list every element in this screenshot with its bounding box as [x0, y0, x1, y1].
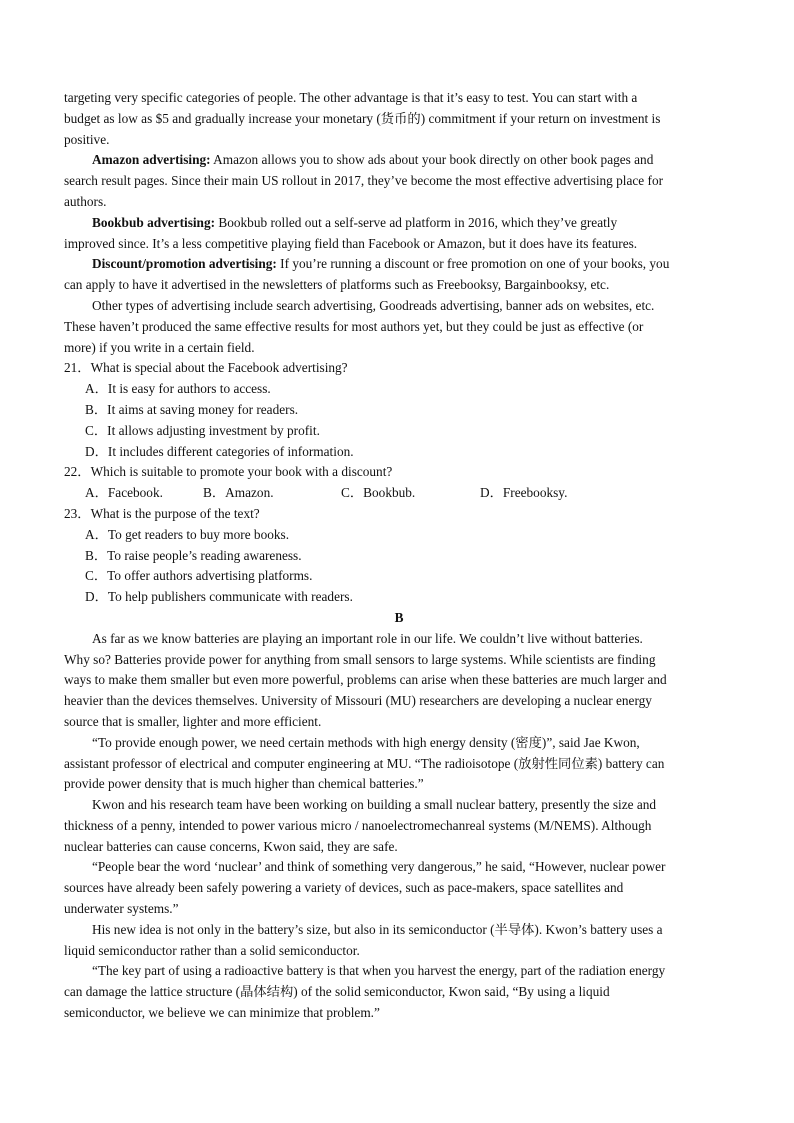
option-c: C．Bookbub.: [341, 485, 416, 501]
passage-b-paragraph-6: [64, 961, 734, 1023]
text-line: authors.: [64, 193, 107, 209]
bookbub-heading: Bookbub advertising:: [92, 214, 216, 230]
option-b: B．Amazon.: [203, 485, 274, 501]
text-line: “To provide enough power, we need certain methods with high energy density (密度)”, said Jae Kwon,: [92, 734, 640, 750]
question-stem: 23．What is the purpose of the text?: [64, 505, 260, 521]
passage-b-paragraph-3: [64, 795, 734, 857]
passage-a-intro: [64, 88, 734, 150]
text-span: If you’re running a discount or free promotion on one of your books, you: [276, 256, 670, 272]
text-line: liquid semiconductor rather than a solid semiconductor.: [64, 942, 360, 958]
text-line: “The key part of using a radioactive battery is that when you harvest the energy, part of the radiation energy: [92, 963, 666, 979]
option-d: D．It includes different categories of information.: [85, 443, 354, 459]
text-line: source that is smaller, lighter and more efficient.: [64, 713, 322, 729]
text-line: can apply to have it advertised in the newsletters of platforms such as Freebooksy, Bargainbooksy, etc.: [64, 277, 610, 293]
text-line: semiconductor, we believe we can minimize that problem.”: [64, 1005, 380, 1021]
question-21: [64, 358, 734, 462]
text-line: budget as low as $5 and gradually increase your monetary (货币的) commitment if your return on investment is: [64, 110, 661, 126]
passage-b-paragraph-2: [64, 733, 734, 795]
text-line: underwater systems.”: [64, 901, 179, 917]
text-span: Bookbub rolled out a self-serve ad platform in 2016, which they’ve greatly: [215, 214, 618, 230]
amazon-heading: Amazon advertising:: [92, 152, 211, 168]
option-a: A．Facebook.: [85, 485, 163, 501]
text-line: can damage the lattice structure (晶体结构) of the solid semiconductor, Kwon said, “By using a liquid: [64, 984, 610, 1000]
text-line: ways to make them smaller but even more powerful, problems can arise when these batteries are much larger and: [64, 672, 667, 688]
question-23: [64, 504, 734, 608]
amazon-paragraph: [64, 150, 734, 212]
text-line: assistant professor of electrical and computer engineering at MU. “The radioisotope (放射性同位素) battery can: [64, 755, 665, 771]
text-line: His new idea is not only in the battery’s size, but also in its semiconductor (半导体). Kwon’s battery uses a: [92, 921, 663, 937]
text-line: targeting very specific categories of people. The other advantage is that it’s easy to test. You can start with a: [64, 90, 638, 105]
passage-b-paragraph-1: [64, 629, 734, 733]
option-a: A．To get readers to buy more books.: [85, 526, 290, 542]
option-a: A．It is easy for authors to access.: [85, 381, 271, 397]
text-line: thickness of a penny, intended to power various micro / nanoelectromechanreal systems (M/NEMS). Although: [64, 817, 652, 833]
text-line: [64, 150, 734, 171]
document-page: [64, 88, 734, 1024]
passage-b-paragraph-4: [64, 857, 734, 919]
passage-b-paragraph-5: [64, 920, 734, 962]
text-line: sources have already been safely powering a variety of devices, such as pace-makers, space satellites and: [64, 880, 624, 896]
text-line: provide power density that is much higher than chemical batteries.”: [64, 776, 424, 792]
question-stem: 22．Which is suitable to promote your book with a discount?: [64, 464, 393, 480]
option-c: C．It allows adjusting investment by profit.: [85, 422, 320, 438]
text-line: These haven’t produced the same effective results for most authors yet, but they could be just as effective (or: [64, 318, 644, 334]
question-stem: 21．What is special about the Facebook advertising?: [64, 360, 348, 376]
option-c: C．To offer authors advertising platforms.: [85, 568, 313, 584]
text-line: “People bear the word ‘nuclear’ and think of something very dangerous,” he said, “However, nuclear power: [92, 859, 666, 875]
discount-paragraph: [64, 254, 734, 296]
option-d: D．Freebooksy.: [480, 485, 568, 501]
option-b: B．To raise people’s reading awareness.: [85, 547, 302, 563]
text-line: Why so? Batteries provide power for anything from small sensors to large systems. While scientists are finding: [64, 651, 656, 667]
text-line: As far as we know batteries are playing an important role in our life. We couldn’t live without batteries.: [92, 630, 643, 646]
passage-b-label: B: [394, 609, 404, 625]
text-line: more) if you write in a certain field.: [64, 339, 255, 355]
text-line: search result pages. Since their main US rollout in 2017, they’ve become the most effective advertising place for: [64, 173, 664, 189]
text-line: [64, 213, 734, 234]
text-line: positive.: [64, 131, 110, 147]
other-paragraph: [64, 296, 734, 358]
question-22: [64, 462, 734, 504]
bookbub-paragraph: [64, 213, 734, 255]
option-b: B．It aims at saving money for readers.: [85, 401, 299, 417]
text-line: Other types of advertising include search advertising, Goodreads advertising, banner ads on websites, etc.: [92, 297, 655, 313]
discount-heading: Discount/promotion advertising:: [92, 256, 277, 272]
text-line: Kwon and his research team have been working on building a small nuclear battery, presently the size and: [92, 797, 657, 813]
text-line: nuclear batteries can cause concerns, Kwon said, they are safe.: [64, 838, 398, 854]
text-line: improved since. It’s a less competitive playing field than Facebook or Amazon, but it does have its features.: [64, 235, 638, 251]
text-line: heavier than the devices themselves. University of Missouri (MU) researchers are developing a nuclear energy: [64, 693, 652, 709]
options-row: [64, 483, 734, 504]
text-line: [64, 254, 734, 275]
option-d: D．To help publishers communicate with readers.: [85, 589, 353, 605]
text-span: Amazon allows you to show ads about your book directly on other book pages and: [210, 152, 654, 168]
